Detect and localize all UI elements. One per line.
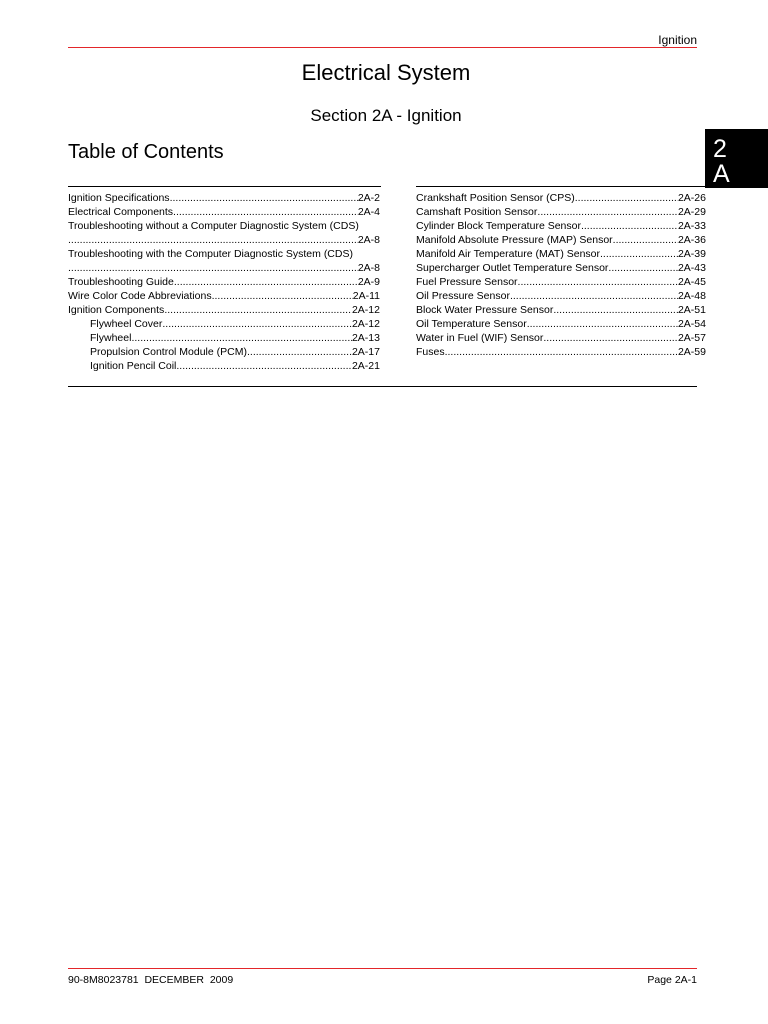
toc-entry-title: Supercharger Outlet Temperature Sensor	[416, 262, 609, 274]
toc-entry-page: 2A-57	[677, 332, 706, 344]
toc-entry[interactable]	[68, 289, 380, 303]
section-tab	[705, 129, 768, 188]
toc-entry-page: 2A-26	[677, 192, 706, 204]
header-divider	[68, 47, 697, 48]
footer-document-number: 90-8M8023781 DECEMBER 2009	[68, 974, 234, 986]
toc-entry-page: 2A-48	[677, 290, 706, 302]
toc-entry-title: Troubleshooting without a Computer Diagnostic System (CDS)	[68, 220, 359, 232]
toc-entry-page: 2A-4	[357, 206, 380, 218]
footer-page-number: Page 2A-1	[647, 974, 697, 986]
toc-entry-page: 2A-9	[357, 276, 380, 288]
toc-entry[interactable]	[416, 247, 706, 261]
toc-entry-title: Flywheel	[90, 332, 132, 344]
header-section-label: Ignition	[658, 33, 697, 47]
toc-entry-page: 2A-12	[351, 304, 380, 316]
section-tab-number: 2	[713, 135, 727, 163]
toc-entry-title: Fuel Pressure Sensor	[416, 276, 518, 288]
toc-entry-page: 2A-8	[357, 234, 380, 246]
toc-top-rule-right	[416, 186, 706, 187]
toc-entry-page: 2A-8	[357, 262, 380, 274]
toc-entry-title: Oil Pressure Sensor	[416, 290, 510, 302]
toc-entry-page: 2A-12	[351, 318, 380, 330]
toc-entry-page: 2A-45	[677, 276, 706, 288]
toc-entry-page: 2A-36	[677, 234, 706, 246]
toc-left-column	[68, 191, 380, 373]
toc-entry[interactable]	[416, 303, 706, 317]
toc-entry-page: 2A-2	[357, 192, 380, 204]
toc-entry-page: 2A-54	[677, 318, 706, 330]
toc-subentry[interactable]	[68, 359, 380, 373]
toc-entry-page: 2A-21	[351, 360, 380, 372]
toc-entry-title: Manifold Absolute Pressure (MAP) Sensor	[416, 234, 613, 246]
toc-entry[interactable]	[416, 289, 706, 303]
toc-entry-title: Crankshaft Position Sensor (CPS)	[416, 192, 575, 204]
toc-right-column	[416, 191, 706, 359]
toc-subentry[interactable]	[68, 331, 380, 345]
toc-entry[interactable]	[68, 205, 380, 219]
toc-entry-title: Cylinder Block Temperature Sensor	[416, 220, 581, 232]
document-title: Electrical System	[301, 60, 471, 85]
toc-entry[interactable]	[68, 247, 380, 275]
toc-entry-title: Ignition Pencil Coil	[90, 360, 177, 372]
toc-bottom-rule	[68, 386, 697, 387]
toc-entry-title: Fuses	[416, 346, 445, 358]
toc-entry[interactable]	[416, 261, 706, 275]
toc-entry[interactable]	[416, 317, 706, 331]
toc-entry-title: Troubleshooting Guide	[68, 276, 174, 288]
toc-entry[interactable]	[416, 331, 706, 345]
toc-entry-title: Oil Temperature Sensor	[416, 318, 527, 330]
toc-entry-title: Block Water Pressure Sensor	[416, 304, 554, 316]
toc-subentry[interactable]	[68, 345, 380, 359]
toc-entry[interactable]	[68, 275, 380, 289]
toc-entry-page: 2A-17	[351, 346, 380, 358]
toc-entry-page: 2A-33	[677, 220, 706, 232]
toc-subentry[interactable]	[68, 317, 380, 331]
toc-entry-title: Flywheel Cover	[90, 318, 163, 330]
section-tab-letter: A	[713, 160, 730, 188]
toc-top-rule-left	[68, 186, 381, 187]
toc-entry-title: Manifold Air Temperature (MAT) Sensor	[416, 248, 601, 260]
toc-entry-title: Propulsion Control Module (PCM)	[90, 346, 247, 358]
footer-divider	[68, 968, 697, 969]
toc-entry-title: Ignition Components	[68, 304, 165, 316]
toc-entry[interactable]	[416, 275, 706, 289]
section-subtitle: Section 2A - Ignition	[310, 106, 462, 125]
toc-entry-page: 2A-11	[352, 290, 380, 302]
toc-entry-title: Camshaft Position Sensor	[416, 206, 538, 218]
toc-entry-page: 2A-43	[677, 262, 706, 274]
toc-entry[interactable]	[416, 219, 706, 233]
toc-entry[interactable]	[68, 191, 380, 205]
toc-entry[interactable]	[416, 345, 706, 359]
toc-heading: Table of Contents	[68, 141, 224, 163]
toc-entry-page: 2A-51	[677, 304, 706, 316]
toc-entry-title: Water in Fuel (WIF) Sensor	[416, 332, 544, 344]
toc-entry-title: Ignition Specifications	[68, 192, 170, 204]
toc-entry-title: Wire Color Code Abbreviations	[68, 290, 212, 302]
toc-entry-title: Troubleshooting with the Computer Diagnostic System (CDS)	[68, 248, 353, 260]
toc-entry[interactable]	[68, 219, 380, 247]
toc-entry-page: 2A-29	[677, 206, 706, 218]
toc-entry[interactable]	[416, 191, 706, 205]
toc-entry[interactable]	[68, 303, 380, 317]
toc-entry-title: Electrical Components	[68, 206, 174, 218]
toc-entry-page: 2A-59	[677, 346, 706, 358]
toc-entry[interactable]	[416, 205, 706, 219]
toc-entry[interactable]	[416, 233, 706, 247]
toc-entry-page: 2A-39	[677, 248, 706, 260]
toc-entry-page: 2A-13	[351, 332, 380, 344]
